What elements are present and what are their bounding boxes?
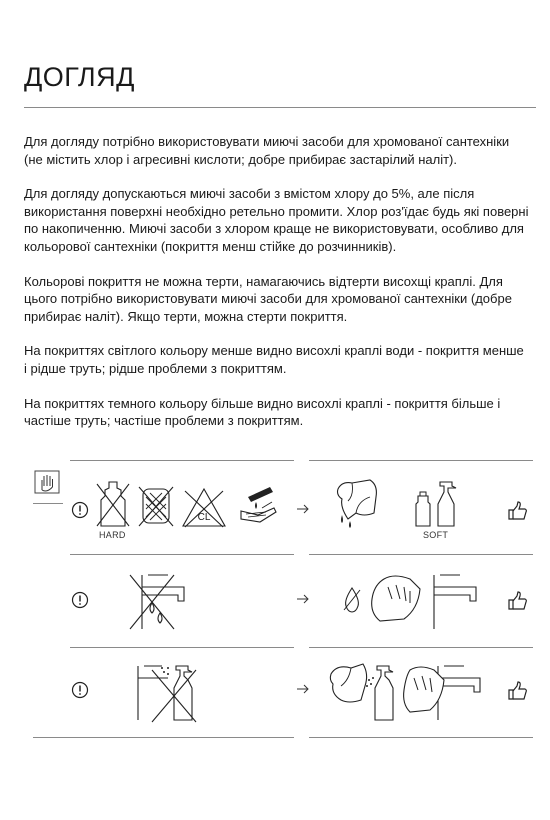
care-pictogram-table <box>0 440 550 760</box>
soft-cleaner-bottles-icon <box>412 480 460 528</box>
table-rule-bottom-left <box>33 737 294 738</box>
table-rule-row2-left <box>70 647 294 648</box>
table-rule-glove <box>33 503 63 504</box>
water-drop-icon <box>342 586 362 614</box>
table-rule-row1-left <box>70 554 294 555</box>
table-rule-bottom-right <box>309 737 533 738</box>
warning-icon <box>71 591 89 609</box>
arrow-right-icon <box>297 504 309 514</box>
paragraph-chrome-cleaners: Для догляду потрібно використовувати миючі засоби для хромованої сантехніки (не містить хлор і агресивні кислоти; добре прибирає застарілий наліт). <box>24 134 510 167</box>
table-rule-top-right <box>309 460 533 461</box>
crossed-spray-on-faucet-icon <box>132 660 212 724</box>
warning-icon <box>71 501 89 519</box>
acid-hazard-hand-icon <box>236 484 280 528</box>
thumbs-up-icon <box>508 501 528 521</box>
crossed-chlorine-triangle-icon <box>181 487 227 529</box>
table-rule-row2-right <box>309 647 533 648</box>
thumbs-up-icon <box>508 681 528 701</box>
thumbs-up-icon <box>508 591 528 611</box>
crossed-abrasive-sponge-icon <box>138 484 174 528</box>
soft-caption: SOFT <box>423 530 449 540</box>
arrow-right-icon <box>297 594 309 604</box>
warning-icon <box>71 681 89 699</box>
wiping-faucet-with-cloth-icon <box>404 660 488 724</box>
care-instructions-text <box>24 133 529 447</box>
crossed-water-drops-faucet-icon <box>124 569 188 633</box>
paragraph-light-coatings: На покриттях світлого кольору менше видно висохлі краплі води - покриття менше і рідше труть; рідше проблеми з покриттям. <box>24 343 524 376</box>
paragraph-dark-coatings: На покриттях темного кольору більше видно висохлі краплі - покриття більше і частіше труть; частіше проблеми з покриттям. <box>24 395 501 429</box>
arrow-right-icon <box>297 684 309 694</box>
table-rule-row1-right <box>309 554 533 555</box>
soft-cloth-icon <box>330 477 382 529</box>
table-rule-top-left <box>70 460 294 461</box>
hard-caption: HARD <box>99 530 126 540</box>
wiping-faucet-with-cloth-icon <box>364 569 484 633</box>
title-divider <box>24 107 536 108</box>
cloth-with-spray-bottle-icon <box>327 660 411 724</box>
chlorine-label: CL <box>197 512 211 523</box>
glove-icon <box>33 468 61 496</box>
paragraph-chlorine: Для догляду допускаються миючі засоби з вмістом хлору до 5%, але після використання поверхні необхідно ретельно промити. Хлор роз'їдає будь які поверні по накопиченню. Миючі засоби з хлором краще не використовувати, особливо для кольорової сантехніки (покриття менш стійке до розчинників). <box>24 186 529 254</box>
crossed-hard-cleaner-bottle-icon <box>96 480 130 528</box>
page-title: ДОГЛЯД <box>24 62 135 92</box>
paragraph-colored-coatings: Кольорові покриття не можна терти, намагаючись відтерти висохщі краплі. Для цього потрібно використовувати миючі засоби для хромованої сантехніки (добре прибирає наліт). Якщо терти, можна стерти покриття. <box>24 273 512 324</box>
